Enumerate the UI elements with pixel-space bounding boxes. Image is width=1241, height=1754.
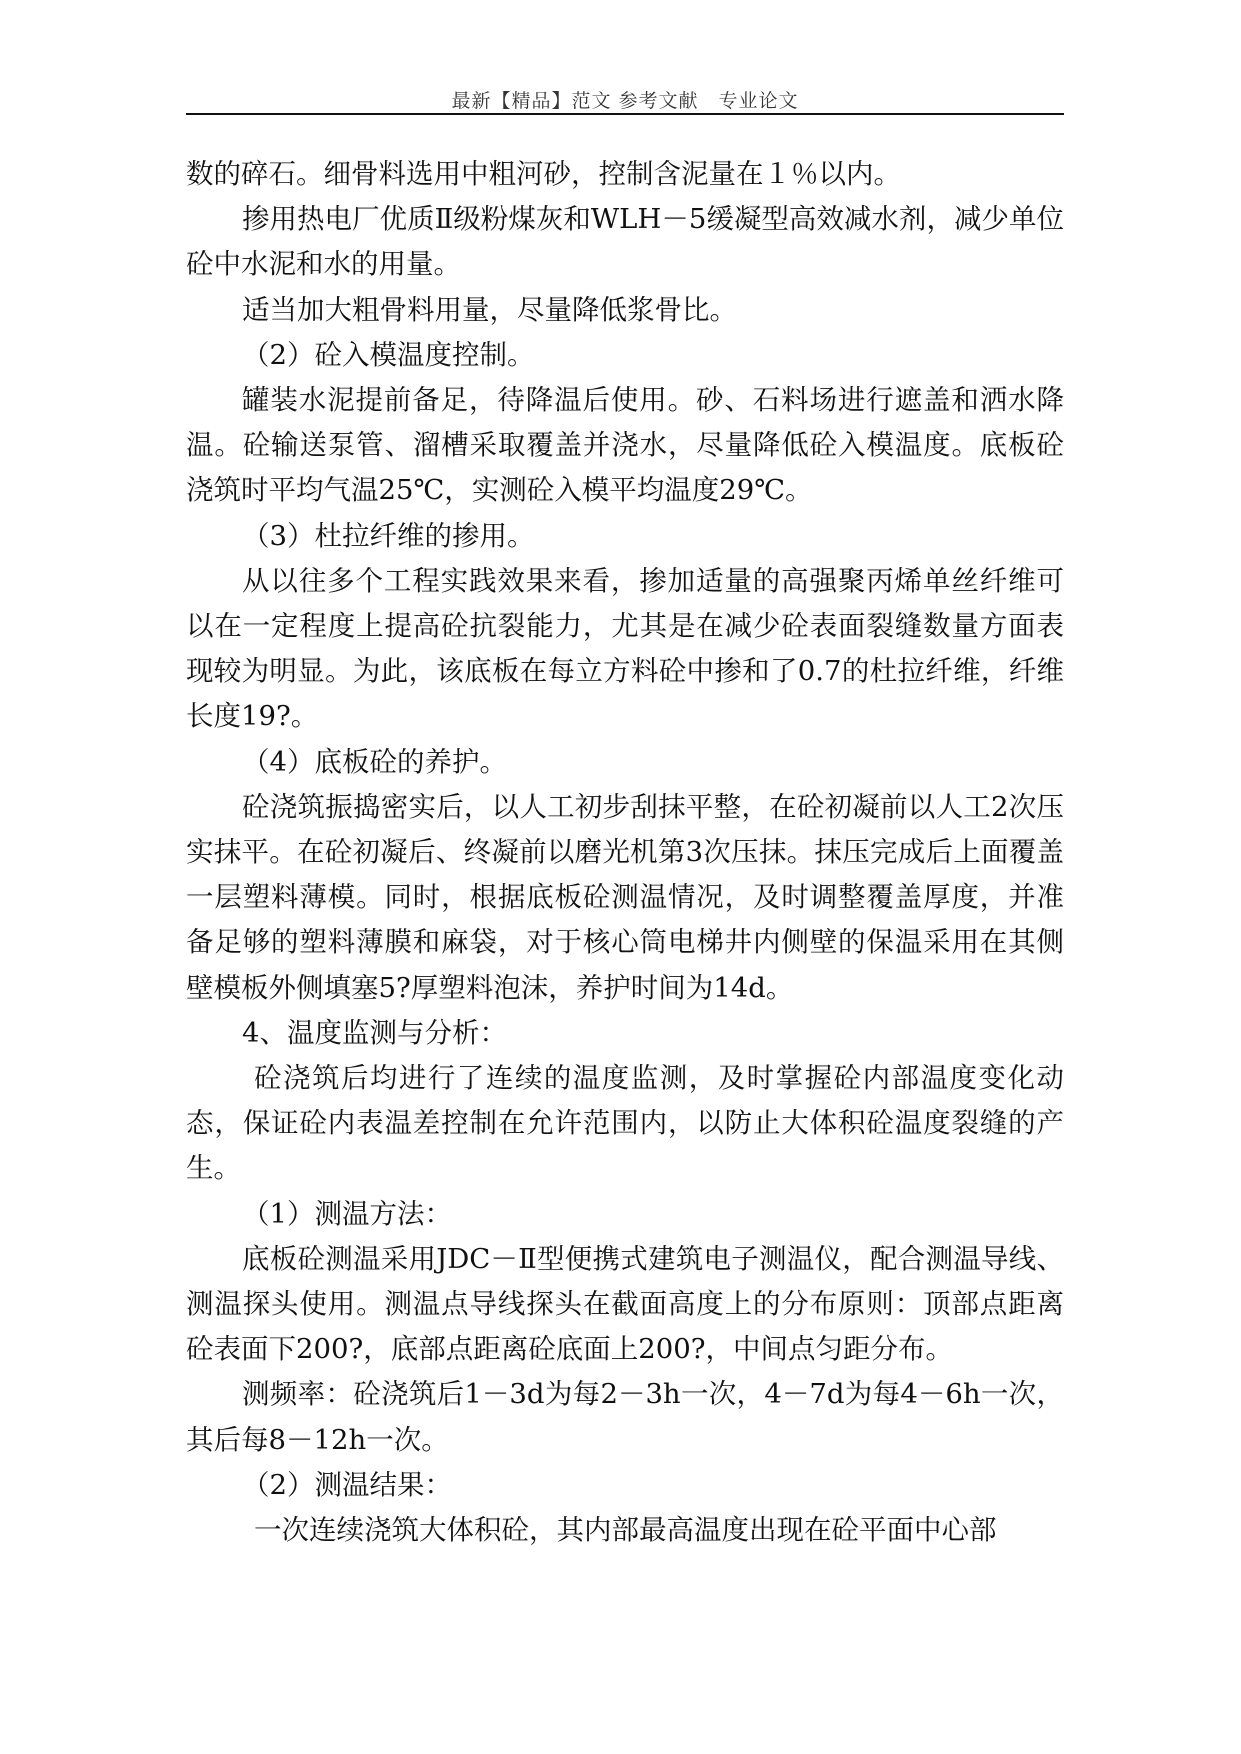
paragraph-measurement-method: 底板砼测温采用JDC－Ⅱ型便携式建筑电子测温仪，配合测温导线、测温探头使用。测温点导线探头在截面高度上的分布原则：顶部点距离砼表面下200?，底部点距离砼底面上200?，中间点匀距分布。 — [186, 1242, 1064, 1366]
paragraph-measurement-frequency: 测频率：砼浇筑后1－3d为每2－3h一次，4－7d为每4－6h一次，其后每8－12h一次。 — [186, 1378, 1064, 1456]
paragraph-temperature-monitoring: 砼浇筑后均进行了连续的温度监测，及时掌握砼内部温度变化动态，保证砼内表温差控制在允许范围内，以防止大体积砼温度裂缝的产生。 — [186, 1062, 1064, 1185]
paragraph-admixture: 掺用热电厂优质Ⅱ级粉煤灰和WLH－5缓凝型高效减水剂，减少单位砼中水泥和水的用量。 — [186, 203, 1064, 281]
heading-measurement-method: （1）测温方法： — [242, 1197, 452, 1230]
paragraph-measurement-results: 一次连续浇筑大体积砼，其内部最高温度出现在砼平面中心部 — [254, 1514, 997, 1547]
heading-temperature-monitoring: 4、温度监测与分析： — [242, 1016, 507, 1049]
heading-curing: （4）底板砼的养护。 — [242, 745, 507, 778]
paragraph-coarse-aggregate: 适当加大粗骨料用量，尽量降低浆骨比。 — [242, 293, 737, 326]
heading-measurement-results: （2）测温结果： — [242, 1468, 452, 1501]
document-body — [186, 152, 1064, 1553]
paragraph-placement-temperature: 罐装水泥提前备足，待降温后使用。砂、石料场进行遮盖和洒水降温。砼输送泵管、溜槽采取覆盖并浇水，尽量降低砼入模温度。底板砼浇筑时平均气温25℃，实测砼入模平均温度29℃。 — [186, 384, 1064, 507]
header-rule — [186, 113, 1064, 115]
paragraph-curing: 砼浇筑振捣密实后，以人工初步刮抹平整，在砼初凝前以人工2次压实抹平。在砼初凝后、终凝前以磨光机第3次压抹。抹压完成后上面覆盖一层塑料薄模。同时，根据底板砼测温情况，及时调整覆盖厚度，并准备足够的塑料薄膜和麻袋，对于核心筒电梯井内侧壁的保温采用在其侧壁模板外侧填塞5?厚塑料泡沫，养护时间为14d。 — [186, 790, 1064, 1004]
paragraph-aggregate: 数的碎石。细骨料选用中粗河砂，控制含泥量在１％以内。 — [186, 158, 901, 190]
heading-placement-temperature: （2）砼入模温度控制。 — [242, 338, 535, 371]
heading-fiber: （3）杜拉纤维的掺用。 — [242, 519, 535, 552]
paragraph-fiber: 从以往多个工程实践效果来看，掺加适量的高强聚丙烯单丝纤维可以在一定程度上提高砼抗裂能力，尤其是在减少砼表面裂缝数量方面表现较为明显。为此，该底板在每立方料砼中掺和了0.7的杜拉纤维，纤维长度19?。 — [186, 564, 1064, 733]
page-header: 最新【精品】范文 参考文献 专业论文 — [451, 90, 799, 112]
